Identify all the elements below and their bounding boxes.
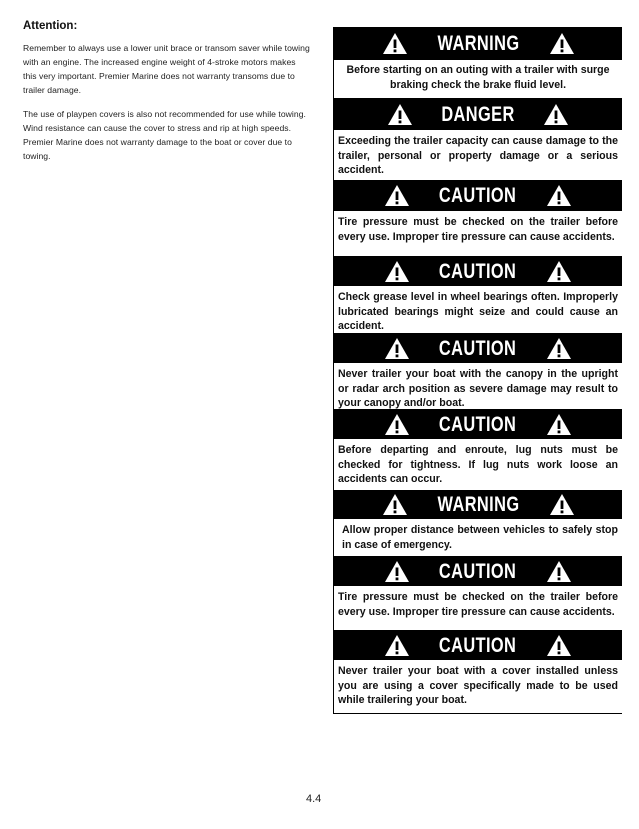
attention-paragraph-2: The use of playpen covers is also not recommended for use while towing. Wind resistance can cause the cover to stress and rip at high speeds. Premier Marine does not warranty damage to the boat or cover due to towing. [23, 109, 306, 161]
warning-triangle-icon [382, 493, 408, 516]
sign-caution-canopy [334, 333, 622, 409]
warning-triangle-icon [546, 413, 572, 436]
sign-header [334, 98, 622, 130]
attention-paragraph-1: Remember to always use a lower unit brace or transom saver while towing with an engine. The increased engine weight of 4-stroke motors makes this very important. Premier Marine does not warranty transoms due to trailer damage. [23, 43, 310, 95]
sign-caution-lug-nuts [334, 409, 622, 490]
warning-triangle-icon [384, 337, 410, 360]
sign-caution-tire-pressure-2 [334, 556, 622, 630]
warning-triangle-icon [382, 32, 408, 55]
sign-caution-wheel-bearings [334, 256, 622, 333]
sign-headword: WARNING [437, 32, 519, 55]
sign-message: Never trailer your boat with a cover installed unless you are using a cover specifically made to be used while trailering your boat. [334, 660, 622, 713]
sign-header [334, 409, 622, 439]
warning-triangle-icon [549, 493, 575, 516]
sign-warning-brake-fluid [334, 27, 622, 98]
sign-warning-vehicle-distance [334, 490, 622, 556]
warning-triangle-icon [546, 184, 572, 207]
sign-header [334, 180, 622, 211]
warning-triangle-icon [546, 560, 572, 583]
sign-header [334, 256, 622, 286]
warning-triangle-icon [546, 260, 572, 283]
sign-caution-cover [334, 630, 622, 713]
sign-headword: CAUTION [439, 633, 517, 657]
sign-message: Before starting on an outing with a trailer with surge braking check the brake fluid level. [334, 60, 622, 97]
sign-headword: WARNING [437, 493, 519, 516]
sign-message: Before departing and enroute, lug nuts must be checked for tightness. If lug nuts work loose an accidents can occur. [334, 439, 622, 493]
sign-header [334, 333, 622, 363]
warning-triangle-icon [387, 103, 413, 126]
sign-message: Allow proper distance between vehicles to safely stop in case of emergency. [334, 519, 622, 557]
sign-headword: CAUTION [439, 184, 517, 207]
sign-headword: CAUTION [439, 336, 517, 360]
warning-triangle-icon [546, 337, 572, 360]
sign-header [334, 630, 622, 660]
sign-danger-capacity [334, 98, 622, 180]
warning-triangle-icon [549, 32, 575, 55]
sign-headword: DANGER [441, 102, 515, 126]
sign-caution-tire-pressure [334, 180, 622, 256]
sign-message: Exceeding the trailer capacity can cause damage to the trailer, personal or property damage or a serious accident. [334, 130, 622, 183]
sign-headword: CAUTION [439, 412, 517, 436]
warning-triangle-icon [384, 260, 410, 283]
sign-message: Never trailer your boat with the canopy in the upright or radar arch position as severe damage may result to your canopy and/or boat. [334, 363, 622, 416]
warning-triangle-icon [384, 184, 410, 207]
sign-header [334, 27, 622, 60]
page-number: 4.4 [306, 793, 322, 805]
safety-signs-column [333, 27, 622, 714]
attention-section [23, 20, 311, 173]
warning-triangle-icon [546, 634, 572, 657]
warning-triangle-icon [543, 103, 569, 126]
sign-headword: CAUTION [439, 559, 517, 583]
sign-message: Check grease level in wheel bearings often. Improperly lubricated bearings might seize and could cause an accident. [334, 286, 622, 339]
sign-message: Tire pressure must be checked on the trailer before every use. Improper tire pressure can cause accidents. [334, 586, 622, 624]
sign-headword: CAUTION [439, 259, 517, 283]
warning-triangle-icon [384, 413, 410, 436]
sign-header [334, 490, 622, 519]
warning-triangle-icon [384, 560, 410, 583]
attention-heading: Attention: [23, 20, 78, 32]
sign-header [334, 556, 622, 586]
warning-triangle-icon [384, 634, 410, 657]
sign-message: Tire pressure must be checked on the trailer before every use. Improper tire pressure can cause accidents. [334, 211, 622, 249]
